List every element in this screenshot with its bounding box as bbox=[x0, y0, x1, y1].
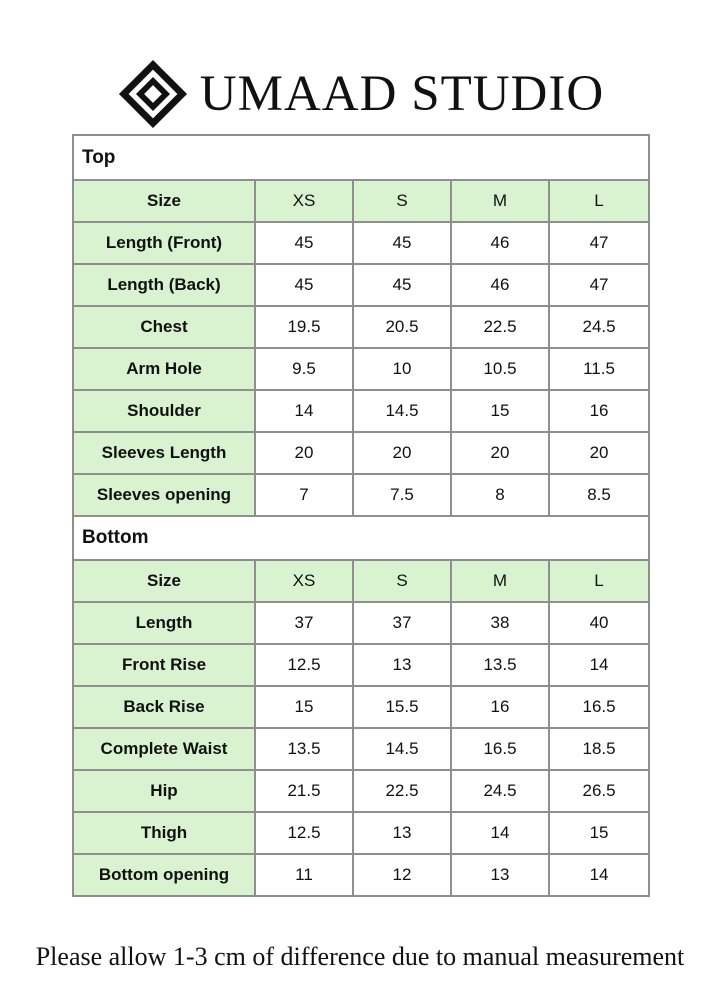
row-label: Complete Waist bbox=[73, 728, 255, 770]
table-row bbox=[73, 390, 649, 432]
row-label: Chest bbox=[73, 306, 255, 348]
cell-s: 45 bbox=[353, 222, 451, 264]
cell-m: 10.5 bbox=[451, 348, 549, 390]
cell-l: 8.5 bbox=[549, 474, 649, 516]
table-row bbox=[73, 474, 649, 516]
cell-l: 16.5 bbox=[549, 686, 649, 728]
cell-s: 12 bbox=[353, 854, 451, 896]
section-title-top: Top bbox=[73, 135, 649, 180]
cell-l: 47 bbox=[549, 264, 649, 306]
cell-s: 13 bbox=[353, 812, 451, 854]
cell-l: 14 bbox=[549, 854, 649, 896]
cell-xs: 19.5 bbox=[255, 306, 353, 348]
cell-m: 24.5 bbox=[451, 770, 549, 812]
row-label: Length (Front) bbox=[73, 222, 255, 264]
cell-xs: 11 bbox=[255, 854, 353, 896]
cell-s: 14.5 bbox=[353, 728, 451, 770]
cell-xs: 7 bbox=[255, 474, 353, 516]
cell-l: 20 bbox=[549, 432, 649, 474]
size-header-xs: XS bbox=[255, 560, 353, 602]
table-row bbox=[73, 686, 649, 728]
cell-m: 14 bbox=[451, 812, 549, 854]
cell-s: 22.5 bbox=[353, 770, 451, 812]
cell-l: 11.5 bbox=[549, 348, 649, 390]
cell-xs: 14 bbox=[255, 390, 353, 432]
size-header-xs: XS bbox=[255, 180, 353, 222]
cell-m: 13 bbox=[451, 854, 549, 896]
table-row bbox=[73, 348, 649, 390]
cell-m: 38 bbox=[451, 602, 549, 644]
cell-xs: 21.5 bbox=[255, 770, 353, 812]
cell-l: 24.5 bbox=[549, 306, 649, 348]
brand-name: UMAAD STUDIO bbox=[199, 65, 605, 122]
size-header-s: S bbox=[353, 180, 451, 222]
cell-l: 18.5 bbox=[549, 728, 649, 770]
row-label: Sleeves Length bbox=[73, 432, 255, 474]
section-row-bottom bbox=[73, 516, 649, 560]
cell-m: 15 bbox=[451, 390, 549, 432]
cell-l: 16 bbox=[549, 390, 649, 432]
size-header-row-bottom bbox=[73, 560, 649, 602]
cell-m: 8 bbox=[451, 474, 549, 516]
size-header-s: S bbox=[353, 560, 451, 602]
cell-s: 10 bbox=[353, 348, 451, 390]
cell-m: 16 bbox=[451, 686, 549, 728]
table-row bbox=[73, 728, 649, 770]
cell-s: 20 bbox=[353, 432, 451, 474]
size-chart-table bbox=[72, 134, 650, 897]
cell-s: 45 bbox=[353, 264, 451, 306]
table-row bbox=[73, 854, 649, 896]
row-label: Back Rise bbox=[73, 686, 255, 728]
table-row bbox=[73, 644, 649, 686]
size-header-l: L bbox=[549, 180, 649, 222]
cell-xs: 20 bbox=[255, 432, 353, 474]
row-label: Arm Hole bbox=[73, 348, 255, 390]
section-title-bottom: Bottom bbox=[73, 516, 649, 560]
section-row-top bbox=[73, 135, 649, 180]
cell-m: 46 bbox=[451, 264, 549, 306]
size-header-row-top bbox=[73, 180, 649, 222]
cell-s: 20.5 bbox=[353, 306, 451, 348]
table-row bbox=[73, 222, 649, 264]
cell-xs: 15 bbox=[255, 686, 353, 728]
cell-l: 40 bbox=[549, 602, 649, 644]
measurement-note: Please allow 1-3 cm of difference due to manual measurement bbox=[35, 942, 685, 971]
cell-l: 14 bbox=[549, 644, 649, 686]
brand-header bbox=[0, 56, 720, 132]
cell-xs: 37 bbox=[255, 602, 353, 644]
cell-m: 13.5 bbox=[451, 644, 549, 686]
cell-xs: 12.5 bbox=[255, 644, 353, 686]
cell-l: 47 bbox=[549, 222, 649, 264]
row-label: Bottom opening bbox=[73, 854, 255, 896]
row-label: Length bbox=[73, 602, 255, 644]
table-row bbox=[73, 264, 649, 306]
row-label: Front Rise bbox=[73, 644, 255, 686]
table-row bbox=[73, 602, 649, 644]
cell-s: 14.5 bbox=[353, 390, 451, 432]
cell-l: 26.5 bbox=[549, 770, 649, 812]
cell-s: 13 bbox=[353, 644, 451, 686]
cell-m: 20 bbox=[451, 432, 549, 474]
cell-s: 37 bbox=[353, 602, 451, 644]
cell-m: 16.5 bbox=[451, 728, 549, 770]
table-row bbox=[73, 432, 649, 474]
row-label: Length (Back) bbox=[73, 264, 255, 306]
cell-m: 46 bbox=[451, 222, 549, 264]
cell-xs: 9.5 bbox=[255, 348, 353, 390]
row-label: Sleeves opening bbox=[73, 474, 255, 516]
cell-xs: 13.5 bbox=[255, 728, 353, 770]
size-header-label: Size bbox=[73, 180, 255, 222]
table-row bbox=[73, 812, 649, 854]
row-label: Hip bbox=[73, 770, 255, 812]
cell-xs: 12.5 bbox=[255, 812, 353, 854]
cell-xs: 45 bbox=[255, 222, 353, 264]
cell-m: 22.5 bbox=[451, 306, 549, 348]
nested-diamond-logo-icon bbox=[116, 57, 190, 131]
cell-s: 7.5 bbox=[353, 474, 451, 516]
row-label: Shoulder bbox=[73, 390, 255, 432]
row-label: Thigh bbox=[73, 812, 255, 854]
size-header-m: M bbox=[451, 560, 549, 602]
table-row bbox=[73, 306, 649, 348]
cell-xs: 45 bbox=[255, 264, 353, 306]
table-row bbox=[73, 770, 649, 812]
size-header-l: L bbox=[549, 560, 649, 602]
size-header-label: Size bbox=[73, 560, 255, 602]
cell-l: 15 bbox=[549, 812, 649, 854]
cell-s: 15.5 bbox=[353, 686, 451, 728]
size-header-m: M bbox=[451, 180, 549, 222]
